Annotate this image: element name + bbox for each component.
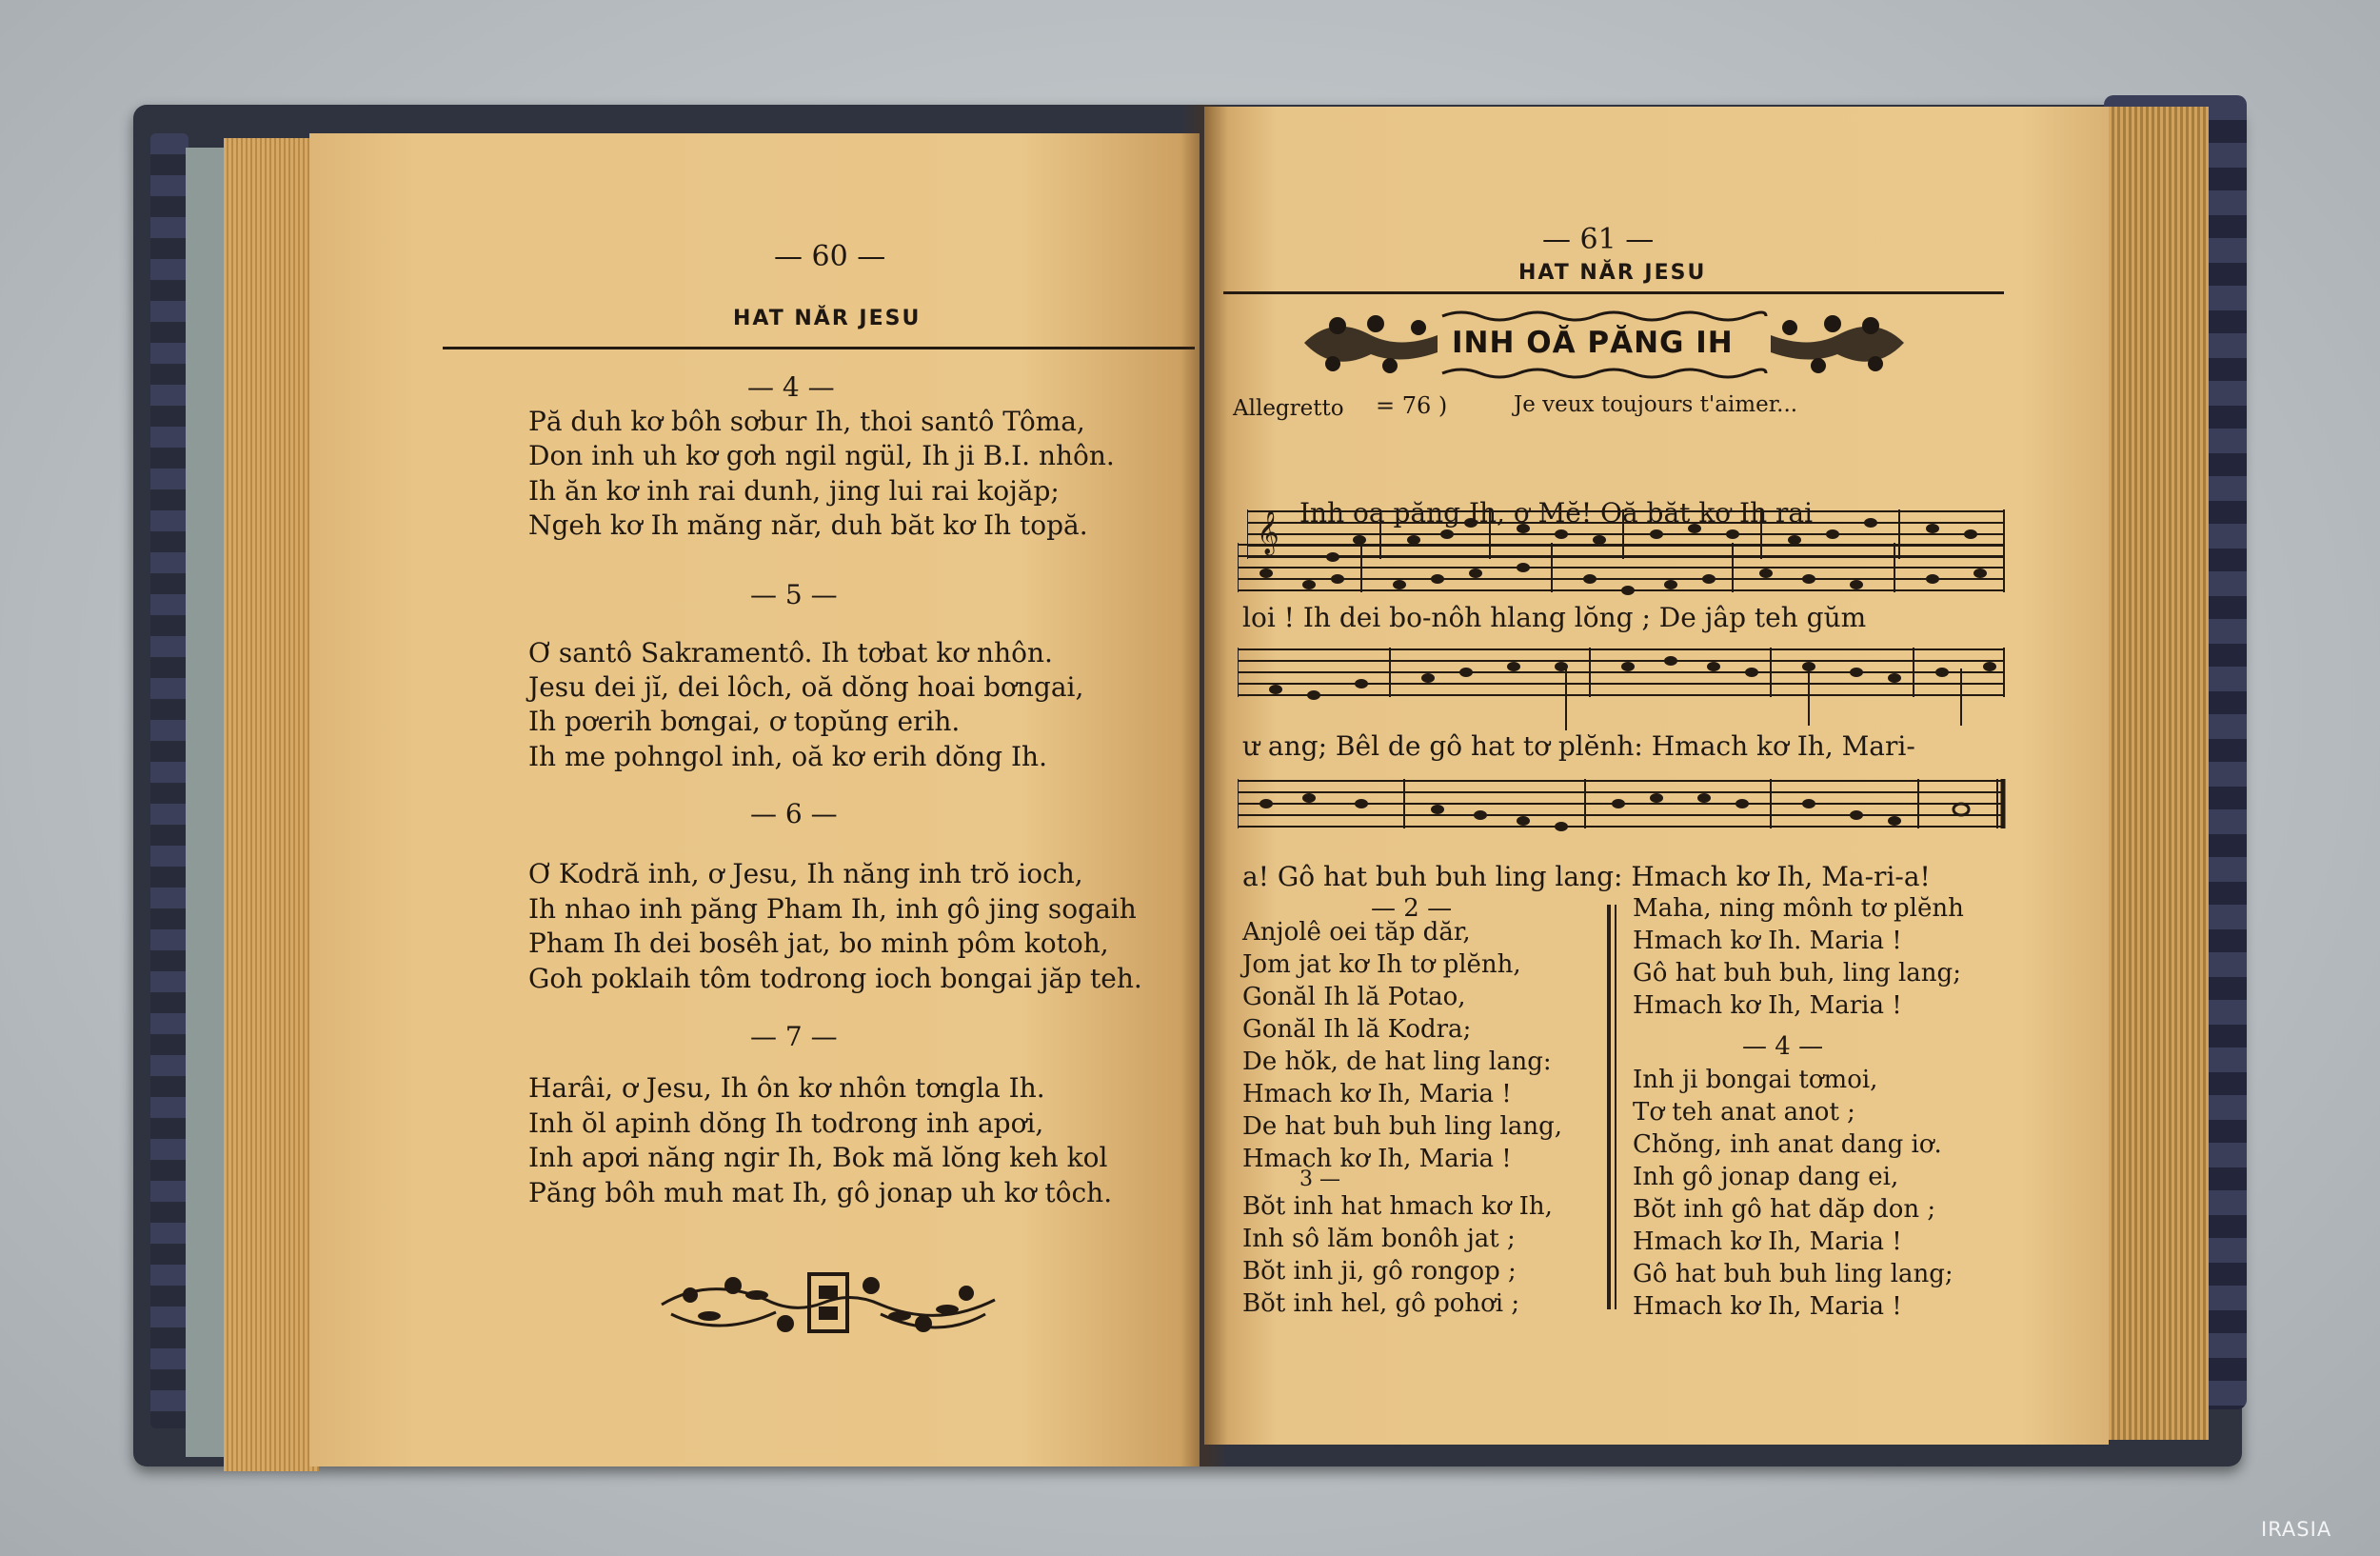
verse-line: Hmach kơ Ih, Maria !: [1242, 1145, 1512, 1173]
song-title-banner: [1295, 307, 1914, 381]
verse-line: Inh gô jonap dang ei,: [1633, 1163, 1899, 1191]
column-divider: [1615, 905, 1616, 1309]
stanza-number: — 4 —: [1742, 1032, 1824, 1061]
lyric-line: a! Gô hat buh buh ling lang: Hmach kơ Ih, Ma-ri-a!: [1242, 861, 1931, 892]
verse-line: Gonăl Ih lă Kodra;: [1242, 1015, 1472, 1044]
music-staff-4: [1238, 762, 2013, 867]
verse-line: Inh apơi năng ngir Ih, Bok mă lŏng keh kol: [528, 1142, 1108, 1173]
verse-line: De hŏk, de hat ling lang:: [1242, 1047, 1552, 1076]
left-running-head: HAT NĂR JESU: [733, 307, 922, 330]
verse-line: Pham Ih dei bosêh jat, bo minh pôm kotoh,: [528, 928, 1109, 959]
lyric-line: ư ang; Bêl de gô hat tơ plĕnh: Hmach kơ Ih, Mari-: [1242, 730, 1915, 762]
verse-line: Ih nhao inh păng Pham Ih, inh gô jing sogaih: [528, 893, 1137, 925]
verse-line: Pă duh kơ bôh sơbur Ih, thoi santô Tôma,: [528, 406, 1085, 437]
verse-line: Maha, ning mônh tơ plĕnh: [1633, 894, 1964, 923]
column-divider: [1607, 905, 1611, 1309]
svg-text:𝄞: 𝄞: [1257, 510, 1279, 554]
verse-line: Hmach kơ Ih, Maria !: [1633, 1227, 1902, 1256]
verse-line: Goh poklaih tôm todrong ioch bongai jăp teh.: [528, 963, 1142, 994]
verse-line: Hmach kơ Ih, Maria !: [1633, 1292, 1902, 1321]
verse-line: Bŏt inh gô hat dăp don ;: [1633, 1195, 1936, 1224]
verse-line: Bŏt inh ji, gô rongop ;: [1242, 1257, 1517, 1286]
verse-line: Don inh uh kơ gơh ngil ngül, Ih ji B.I. nhôn.: [528, 440, 1115, 471]
book-gutter: [1180, 105, 1228, 1466]
verse-line: Inh ŏl apinh dŏng Ih todrong inh apơi,: [528, 1107, 1044, 1139]
verse-line: Ih pơerih bơngai, ơ topŭng erih.: [528, 706, 961, 737]
watermark: IRASIA: [2261, 1518, 2332, 1541]
verse-line: Inh ji bongai tơmoi,: [1633, 1066, 1878, 1094]
verse-line: Gonăl Ih lă Potao,: [1242, 983, 1466, 1011]
verse-line: De hat buh buh ling lang,: [1242, 1112, 1563, 1141]
left-page: [309, 133, 1200, 1466]
verse-line: Tơ teh anat anot ;: [1633, 1098, 1855, 1127]
tempo-marking: Allegretto: [1233, 396, 1344, 421]
page-edges-left: [224, 138, 319, 1471]
verse-line: Anjolê oei tăp dăr,: [1242, 918, 1471, 947]
verse-line: Hmach kơ Ih, Maria !: [1633, 991, 1902, 1020]
stanza-number: — 4 —: [747, 371, 835, 403]
right-header-rule: [1223, 291, 2004, 294]
floral-ornament-icon: [652, 1257, 1004, 1347]
lyric-line: loi ! Ih dei bo-nôh hlang lŏng ; De jâp teh gŭm: [1242, 602, 1867, 633]
verse-line: Ih ăn kơ inh rai dunh, jing lui rai kojăp;: [528, 475, 1060, 507]
music-staff-3: [1238, 630, 2013, 745]
stanza-number: — 5 —: [750, 579, 838, 610]
verse-line: Chŏng, inh anat dang iơ.: [1633, 1130, 1942, 1159]
stanza-number: — 6 —: [750, 798, 838, 829]
french-incipit: Je veux toujours t'aimer...: [1514, 392, 1798, 417]
verse-line: Ih me pohngol inh, oă kơ erih dŏng Ih.: [528, 741, 1047, 772]
verse-line: Jesu dei jĭ, dei lôch, oă dŏng hoai bơngai,: [528, 671, 1084, 703]
verse-line: Bŏt inh hat hmach kơ Ih,: [1242, 1192, 1553, 1221]
page-edges-right: [2094, 107, 2209, 1440]
verse-line: Gô hat buh buh ling lang;: [1633, 1260, 1954, 1288]
verse-line: Harâi, ơ Jesu, Ih ôn kơ nhôn tơngla Ih.: [528, 1072, 1045, 1104]
verse-line: Hmach kơ Ih. Maria !: [1633, 927, 1902, 955]
verse-line: Inh sô lăm bonôh jat ;: [1242, 1225, 1516, 1253]
song-title: INH OĂ PĂNG IH: [1452, 326, 1734, 360]
stanza-number: — 7 —: [750, 1021, 838, 1052]
right-page-number: — 61 —: [1542, 223, 1655, 256]
metronome-marking: = 76 ): [1376, 392, 1448, 419]
lyric-line: Inh oa păng Ih, ơ Mĕ! Oă băt kơ Ih rai: [1299, 497, 1814, 529]
left-page-number: — 60 —: [774, 240, 886, 273]
verse-line: Bŏt inh hel, gô pohơi ;: [1242, 1289, 1520, 1318]
verse-line: Păng bôh muh mat Ih, gô jonap uh kơ tôch.: [528, 1177, 1113, 1208]
right-running-head: HAT NĂR JESU: [1518, 261, 1707, 285]
stanza-number: — 2 —: [1371, 894, 1453, 923]
verse-line: Ngeh kơ Ih măng năr, duh băt kơ Ih topă.: [528, 509, 1088, 541]
verse-line: Gô hat buh buh, ling lang;: [1633, 959, 1961, 987]
stanza-number: 3 —: [1299, 1167, 1340, 1191]
verse-line: Ơ santô Sakramentô. Ih tơbat kơ nhôn.: [528, 637, 1053, 668]
verse-line: Hmach kơ Ih, Maria !: [1242, 1080, 1512, 1108]
left-header-rule: [443, 347, 1195, 349]
verse-line: Jom jat kơ Ih tơ plĕnh,: [1242, 950, 1521, 979]
verse-line: Ơ Kodră inh, ơ Jesu, Ih năng inh trŏ ioch,: [528, 858, 1083, 889]
